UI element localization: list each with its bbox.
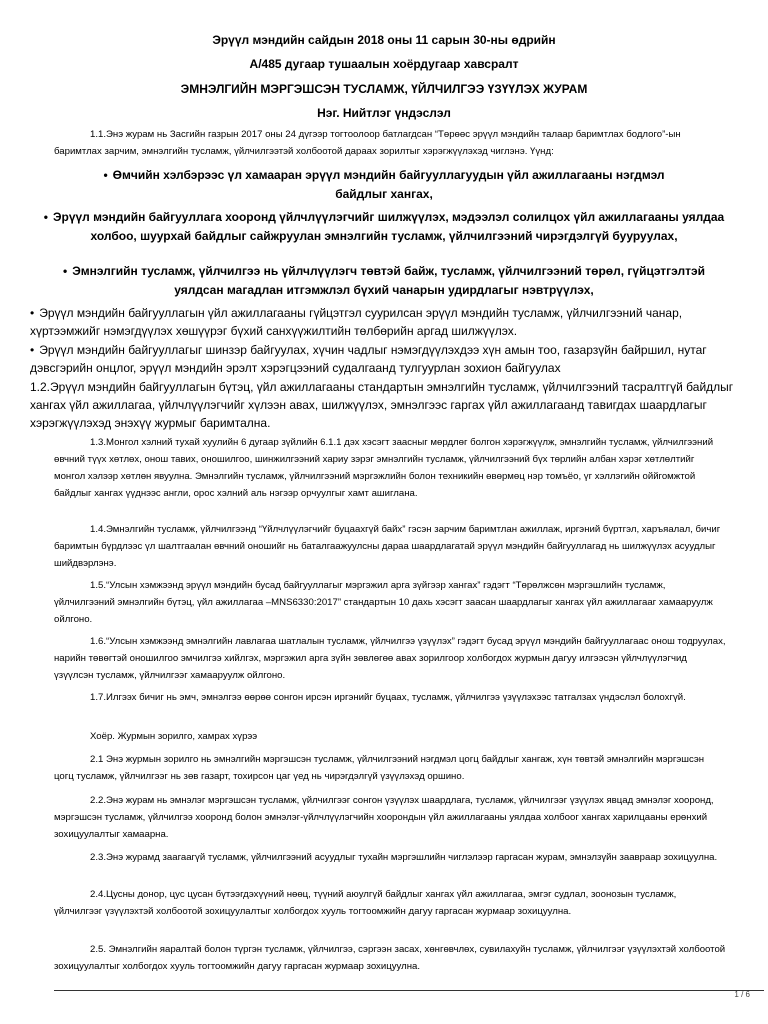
paragraph: 2.3.Энэ журамд заагаагүй тусламж, үйлчилгээний асуудлыг тухайн мэргэшлийн чиглэлээр гаргасан журам, эмнэлзүйн заавраар зохицуулна. bbox=[90, 852, 718, 863]
bullet-icon: • bbox=[62, 264, 68, 278]
paragraph-1-2: 1.2.Эрүүл мэндийн байгууллагын бүтэц, үйл ажиллагааны стандартын эмнэлгийн тусламж, үйлчилгээний тасралтгүй байдлыг хангах үйл ажиллагаа, үйлчлүүлэгчийг хүлээн авах, шилжүүлэх, эмнэлгээс гаргах үйл ажиллагаанд тавигдах шаардлагыг хэрэгжүүлэхэд энэхүү журмыг баримтална. bbox=[30, 380, 734, 430]
bullet-icon: • bbox=[30, 306, 35, 320]
section-heading-2: Хоёр. Журмын зорилго, хамрах хүрээ bbox=[90, 731, 258, 742]
document-title: ЭМНЭЛГИЙН МЭРГЭШСЭН ТУСЛАМЖ, ҮЙЛЧИЛГЭЭ ҮЗҮҮЛЭХ ЖУРАМ bbox=[180, 82, 588, 96]
bold-bullet: • Өмчийн хэлбэрээс үл хамааран эрүүл мэндийн байгууллагуудын үйл ажиллагааны нэгдмэл байдлыг хангах, bbox=[103, 168, 665, 201]
plain-bullet: • Эрүүл мэндийн байгууллагын үйл ажиллагааны гүйцэтгэл суурилсан эрүүл мэндийн тусламж, үйлчилгээний чанар, хүртээмжийг нэмэгдүүлэх хөшүүрэг бүхий санхүүжилтийн төлбөрийн аргад шилжүүлэх. bbox=[30, 306, 683, 338]
paragraph: 2.5. Эмнэлгийн яаралтай болон түргэн тусламж, үйлчилгээ, сэргээн засах, хөнгөвчлөх, сувилахуйн тусламж, үйлчилгээг үзүүлэхтэй холбоотой зохицуулалтыг холбогдох хууль тогтоомжийн дагуу гаргасан журмаар зохицуулна. bbox=[54, 944, 726, 972]
footer-divider bbox=[54, 990, 764, 991]
bullet-icon: • bbox=[43, 210, 48, 224]
bold-bullet: • Эмнэлгийн тусламж, үйлчилгээ нь үйлчлүүлэгч төвтэй байж, тусламж, үйлчилгээний төрөл, гүйцэтгэлтэй уялдсан магадлан итгэмжлэл бүхий чанарын удирдлагыг нэвтрүүлэх, bbox=[62, 264, 705, 297]
paragraph: 2.1 Энэ журмын зорилго нь эмнэлгийн мэргэшсэн тусламж, үйлчилгээний нэгдмэл цогц байдлыг хангаж, хүн төвтэй эмнэлгийн мэргэшсэн цогц тусламж, үйлчилгээг нь зөв газарт, тохирсон цаг үед нь чирэгдэлгүй үзүүлэхэд оршино. bbox=[54, 754, 705, 782]
paragraph: 1.4.Эмнэлгийн тусламж, үйлчилгээнд “Үйлчлүүлэгчийг буцаахгүй байх” гэсэн зарчим баримтлан ажиллаж, иргэний бүртгэл, харъяалал, бичиг баримтын бүрдлээс үл шалтгаалан өвчний оношийг нь баталгаажуулсны дараа шаардлагатай эрүүл мэндийн байгууллагад нь шилжүүлэх асуудлыг шийдвэрлэнэ. bbox=[54, 524, 721, 569]
bold-bullet: • Эрүүл мэндийн байгууллага хооронд үйлчлүүлэгчийг шилжүүлэх, мэдээлэл солилцох үйл ажиллагааны уялдаа холбоо, шуурхай байдлыг сайжруулан эмнэлгийн тусламж, үйлчилгээний чирэгдэлгүй бууруулах, bbox=[43, 210, 725, 243]
paragraph: 1.7.Илгээх бичиг нь эмч, эмнэлгээ өөрөө сонгон ирсэн иргэнийг буцаах, тусламж, үйлчилгээ үзүүлэхээс татгалзах үндэслэл болохгүй. bbox=[90, 692, 686, 703]
paragraph: 1.6.“Улсын хэмжээнд эмнэлгийн лавлагаа шатлалын тусламж, үйлчилгээ үзүүлэх” гэдэгт бусад эрүүл мэндийн байгууллагаас онош тодруулах, нарийн төвөгтэй оношилгоо эмчилгээ хийлгэх, мэргэжил арга зүйн зөвлөгөө авах зорилгоор холбогдох журмын дагуу илгээсэн үйлчлүүлэгчид үзүүлсэн тусламж, үйлчилгээг хамааруулж ойлгоно. bbox=[54, 636, 726, 681]
bullet-icon: • bbox=[30, 343, 35, 357]
header-line-1: Эрүүл мэндийн сайдын 2018 оны 11 сарын 30-ны өдрийн bbox=[212, 33, 556, 47]
paragraph: 2.2.Энэ журам нь эмнэлэг мэргэшсэн тусламж, үйлчилгээг сонгон үзүүлэх шаардлага, тусламж, үйлчилгээг үзүүлэх явцад эмнэлэг хооронд, мэргэшсэн тусламж, үйлчилгээ хооронд болон эмнэлэг-үйлчлүүлэгчийн хоорондын үйл ажиллагааны уялдаа холбоог хангах харилцааны ерөнхий зохицуулалтыг хамаарна. bbox=[54, 795, 714, 840]
paragraph: 1.5.“Улсын хэмжээнд эрүүл мэндийн бусад байгууллагыг мэргэжил арга зүйгээр хангах” гэдэгт “Төрөлжсөн мэргэшлийн тусламж, үйлчилгээний эмнэлгийн бүтэц, үйл ажиллагаа –MNS6330:2017” стандартын 10 дахь хэсэгт заасан шаардлагыг хангах үйл ажиллагааг хамааруулж ойлгоно. bbox=[54, 580, 713, 625]
bullet-icon: • bbox=[103, 168, 108, 182]
paragraph-1-1: 1.1.Энэ журам нь Засгийн газрын 2017 оны 24 дүгээр тогтоолоор батлагдсан “Төрөөс эрүүл мэндийн талаар баримтлах бодлого”-ын баримтлах зарчим, эмнэлгийн тусламж, үйлчилгээтэй холбоотой дараах зорилтыг хэрэгжүүлэхэд чиглэнэ. Үүнд: bbox=[54, 129, 681, 157]
page-number: 1 / 6 bbox=[734, 990, 750, 999]
paragraph: 1.3.Монгол хэлний тухай хуулийн 6 дугаар зүйлийн 6.1.1 дэх хэсэгт заасныг мөрдлөг болгон хэрэгжүүлж, эмнэлгийн тусламж, үйлчилгээний өвчний түүх хөтлөх, онош тавих, оношилгоо, шинжилгээний хариу зэрэг эмнэлгийн тусламж, үйлчилгээний бүх төрлийн албан хэрэг хөтлөлтийг монгол хэлээр хөтлөн явуулна. Эмнэлгийн тусламж, үйлчилгээний мэргэжлийн болон техникийн өвөрмөц нэр томъёо, үг хэллэгийн оййгомжтой байдлыг хангах үүднээс англи, орос хэлний аль нэгээр орчуулгыг хамт ашиглана. bbox=[54, 437, 714, 499]
plain-bullet: • Эрүүл мэндийн байгууллагыг шинзэр байгуулах, хүчин чадлыг нэмэгдүүлэхдээ хүн амын тоо, газарзүйн байршил, нутаг дэвсгэрийн онцлог, эрүүл мэндийн эрэлт хэрэгцээний судалгаанд тулгуурлан зохион байгуулах bbox=[30, 343, 707, 375]
section-heading-1: Нэг. Нийтлэг үндэслэл bbox=[317, 106, 451, 120]
paragraph: 2.4.Цусны донор, цус цусан бүтээгдэхүүний нөөц, түүний аюулгүй байдлыг хангах үйл ажиллагаа, эмгэг судлал, зоонозын тусламж, үйлчилгээг үзүүлэхтэй холбоотой зохицуулалтыг холбогдох хууль тогтоомжийн дагуу гаргасан журмаар зохицуулна. bbox=[54, 889, 677, 917]
header-line-2: А/485 дугаар тушаалын хоёрдугаар хавсралт bbox=[249, 57, 519, 71]
